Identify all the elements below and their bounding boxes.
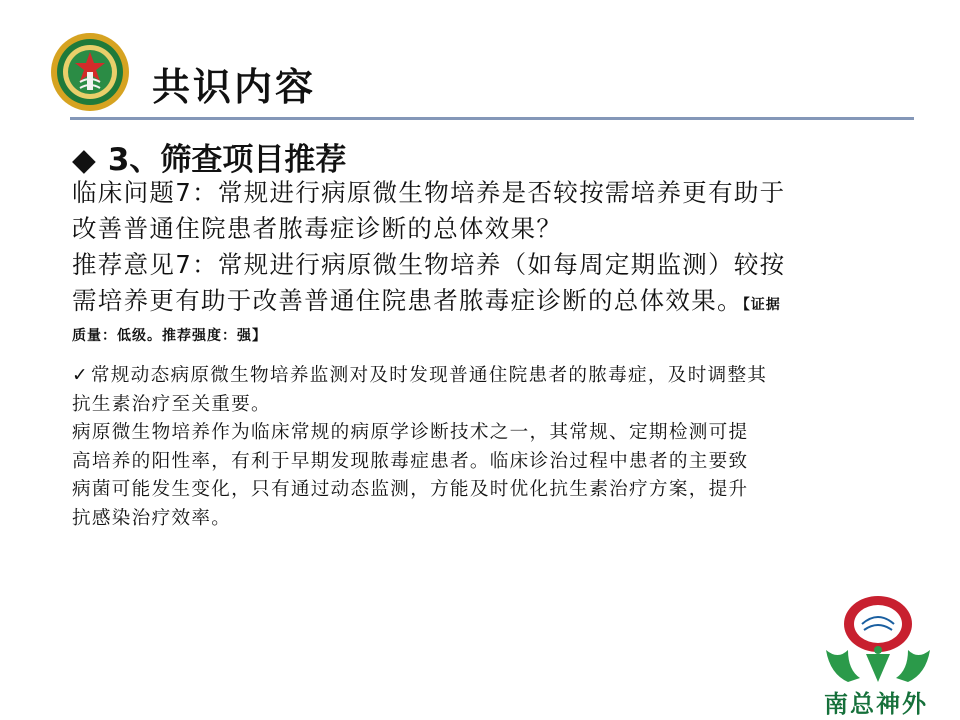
recommendation-line-1: 推荐意见7：常规进行病原微生物培养（如每周定期监测）较按 (72, 250, 786, 279)
question-line-1: 临床问题7：常规进行病原微生物培养是否较按需培养更有助于 (72, 178, 786, 207)
section-heading-text: 3、筛查项目推荐 (107, 142, 347, 178)
detail-line-2: 抗生素治疗至关重要。 (72, 393, 271, 415)
detail-line-4: 高培养的阳性率，有利于早期发现脓毒症患者。临床诊治过程中患者的主要致 (72, 450, 749, 472)
title-divider (70, 117, 914, 120)
detail-line-1 (72, 362, 912, 391)
detail-line-1-text: 常规动态病原微生物培养监测对及时发现普通住院患者的脓毒症，及时调整其 (90, 365, 768, 386)
evidence-label-part2: 质量：低级。推荐强度：强】 (72, 328, 267, 344)
slide-title: 共识内容 (152, 64, 317, 109)
question-line-2: 改善普通住院患者脓毒症诊断的总体效果？ (72, 214, 563, 243)
recommendation-line-2 (72, 283, 902, 323)
recommendation-block (72, 175, 902, 349)
brain-hospital-logo-icon (818, 590, 936, 686)
checkmark-icon: ✓ (72, 365, 89, 386)
evidence-label-part1: 【证据 (742, 297, 781, 313)
hospital-name: 南总神外 (824, 690, 928, 718)
detail-block (72, 362, 912, 533)
military-hospital-emblem-icon (50, 32, 130, 112)
section-heading (72, 134, 346, 179)
diamond-bullet-icon: ◆ (72, 142, 96, 178)
detail-line-3: 病原微生物培养作为临床常规的病原学诊断技术之一，其常规、定期检测可提 (72, 422, 749, 443)
recommendation-line-2-text: 需培养更有助于改善普通住院患者脓毒症诊断的总体效果。 (72, 286, 743, 315)
detail-line-5: 病菌可能发生变化，只有通过动态监测，方能及时优化抗生素治疗方案，提升 (72, 479, 749, 500)
detail-line-6: 抗感染治疗效率。 (72, 507, 232, 529)
